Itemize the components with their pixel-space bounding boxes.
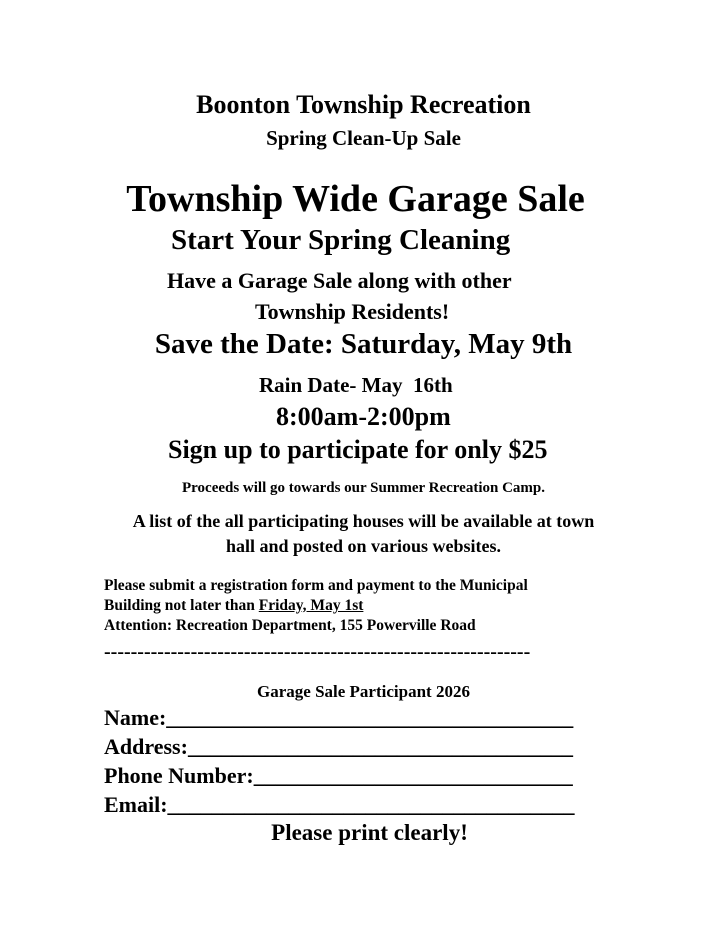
signup-price: Sign up to participate for only $25 — [168, 435, 548, 464]
participant-list-note-1: A list of the all participating houses will be available at town — [132, 511, 595, 531]
invite-line-1: Have a Garage Sale along with other — [167, 268, 512, 293]
main-headline: Township Wide Garage Sale — [126, 178, 585, 220]
instructions-line-2-prefix: Building not later than — [104, 597, 259, 614]
save-the-date: Save the Date: Saturday, May 9th — [154, 328, 573, 360]
instructions-line-1: Please submit a registration form and payment to the Municipal — [104, 577, 528, 594]
proceeds-note: Proceeds will go towards our Summer Recreation Camp. — [181, 480, 546, 496]
form-title: Garage Sale Participant 2026 — [257, 682, 470, 701]
email-field[interactable]: Email:_____________________________________ — [104, 792, 575, 817]
rain-date: Rain Date- May 16th — [259, 373, 453, 397]
instructions-line-2 — [104, 597, 363, 615]
subtitle: Start Your Spring Cleaning — [171, 224, 511, 256]
address-field[interactable]: Address:___________________________________ — [104, 734, 573, 759]
event-name: Spring Clean-Up Sale — [266, 126, 461, 150]
instructions-line-3: Attention: Recreation Department, 155 Powerville Road — [104, 617, 476, 634]
print-clearly-note: Please print clearly! — [271, 820, 468, 845]
dashed-divider: ---------------------------------------------------------------- — [104, 641, 531, 663]
event-time: 8:00am-2:00pm — [276, 402, 451, 431]
name-field[interactable]: Name:_____________________________________ — [104, 705, 574, 730]
organization-title: Boonton Township Recreation — [196, 90, 531, 119]
phone-number-field[interactable]: Phone Number:_____________________________ — [104, 763, 573, 788]
invite-line-2: Township Residents! — [255, 299, 450, 324]
deadline-date: Friday, May 1st — [258, 597, 364, 614]
participant-list-note-2: hall and posted on various websites. — [225, 536, 502, 556]
